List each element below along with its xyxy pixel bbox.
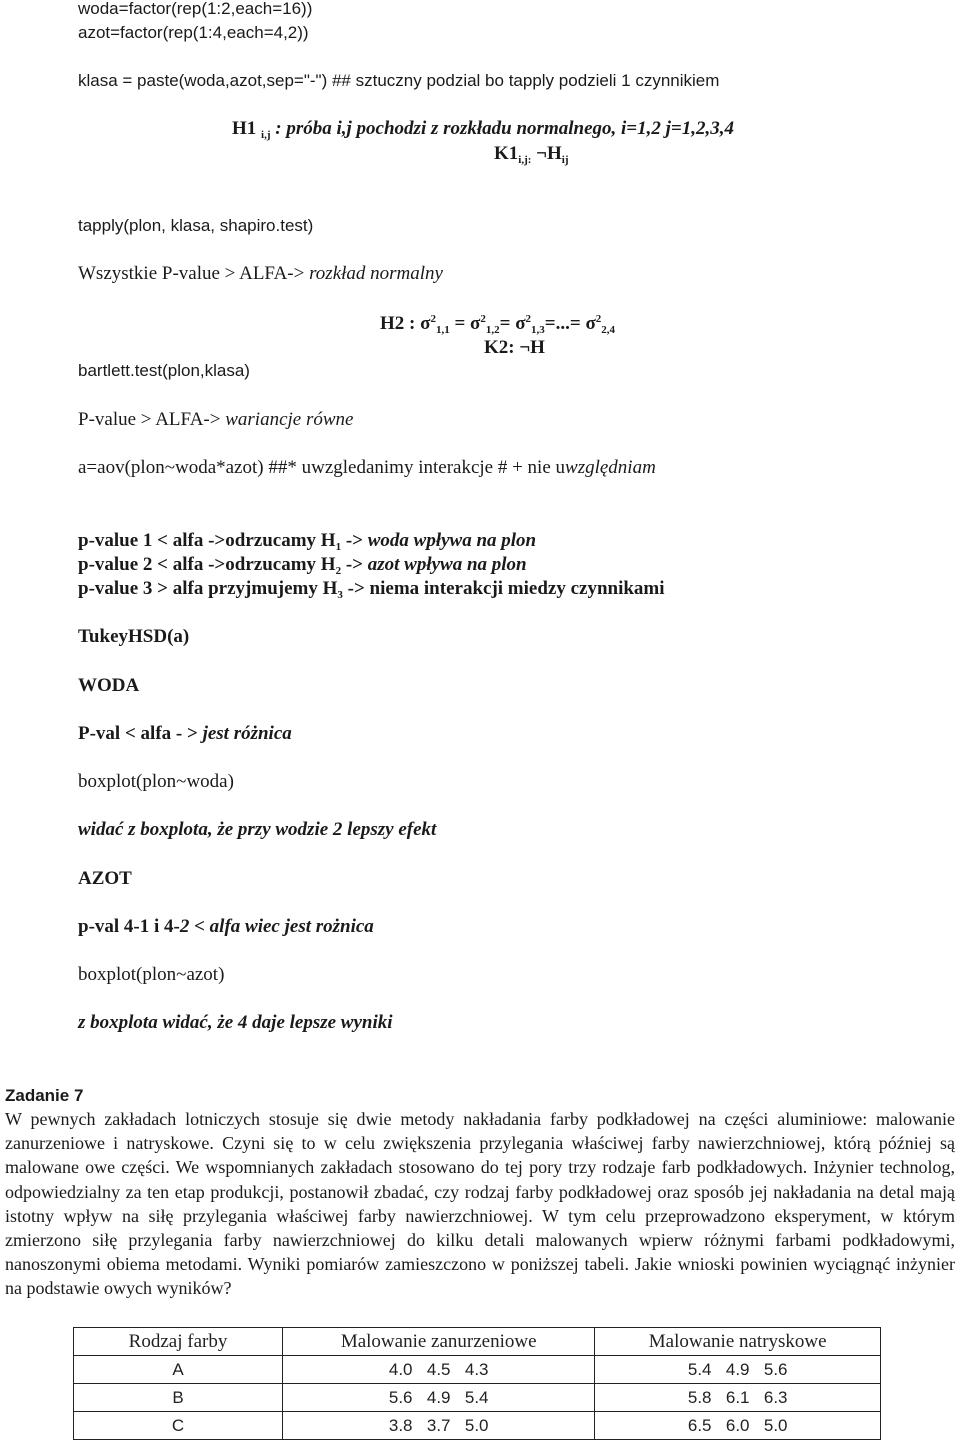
dip-values: 4.0 4.5 4.3 (283, 1356, 595, 1384)
normality-conclusion: Wszystkie P-value > ALFA-> rozkład normalny (78, 263, 443, 284)
row-label: C (74, 1412, 283, 1440)
spray-values: 5.4 4.9 5.6 (595, 1356, 881, 1384)
azot-conclusion: z boxplota widać, że 4 daje lepsze wyniki (78, 1012, 393, 1033)
dip-values: 3.8 3.7 5.0 (283, 1412, 595, 1440)
hypothesis-h1: H1 $_{i,j}$ : próba i,j pochodzi z rozkładu normalnego, i=1,2 j=1,2,3,4 (232, 118, 734, 141)
code-line-klasa: klasa = paste(woda,azot,sep="-") ## sztuczny podzial bo tapply podzieli 1 czynnikiem (78, 71, 720, 90)
row-label: B (74, 1384, 283, 1412)
woda-conclusion: widać z boxplota, że przy wodzie 2 lepszy efekt (78, 819, 437, 840)
hypothesis-h2: H2 : $\sigma^2_{1,1} = \sigma^2_{1,2}= \sigma^2_{1,3}=...= \sigma^2_{2,4}$ (380, 313, 616, 336)
pvalue-line-1: p-value 1 < alfa ->odrzucamy $H_1$ -> woda wpływa na plon (78, 530, 537, 553)
hypothesis-k2: K2: ¬H (484, 337, 545, 358)
code-line-boxplot-azot: boxplot(plon~azot) (78, 964, 225, 985)
code-line-tapply: tapply(plon, klasa, shapiro.test) (78, 216, 314, 235)
table-row (74, 1412, 881, 1440)
task-description (5, 1107, 955, 1301)
pvalue-line-3: p-value 3 > alfa przyjmujemy $H_3$ -> niema interakcji miedzy czynnikami (78, 578, 665, 601)
dip-values: 5.6 4.9 5.4 (283, 1384, 595, 1412)
code-line-boxplot-woda: boxplot(plon~woda) (78, 771, 234, 792)
code-line-azot: azot=factor(rep(1:4,each=4,2)) (78, 23, 309, 42)
task-heading: Zadanie 7 (5, 1086, 84, 1105)
pvalue-line-2: p-value 2 < alfa ->odrzucamy $H_2$ -> azot wpływa na plon (78, 554, 527, 577)
results-table (73, 1327, 881, 1440)
variance-conclusion: P-value > ALFA-> wariancje równe (78, 409, 354, 430)
woda-pvalue-line: P-val < alfa - > jest różnica (78, 723, 292, 744)
spray-values: 5.8 6.1 6.3 (595, 1384, 881, 1412)
azot-pvalue-line: p-val 4-1 i 4-2 < alfa wiec jest rożnica (78, 916, 374, 937)
spray-values: 6.5 6.0 5.0 (595, 1412, 881, 1440)
code-line-aov: a=aov(plon~woda*azot) ##* uwzgledanimy interakcje # + nie uwzględniam (78, 457, 656, 478)
table-row (74, 1356, 881, 1384)
code-line-bartlett: bartlett.test(plon,klasa) (78, 361, 250, 380)
header-dip-painting: Malowanie zanurzeniowe (283, 1328, 595, 1356)
woda-section-title: WODA (78, 675, 140, 696)
code-line-woda: woda=factor(rep(1:2,each=16)) (78, 0, 313, 18)
hypothesis-k1: $K1_{i,j:}$ $\neg H_{ij}$ (494, 143, 569, 166)
table-header-row (74, 1328, 881, 1356)
azot-section-title: AZOT (78, 868, 132, 889)
code-line-tukey: TukeyHSD(a) (78, 626, 190, 647)
row-label: A (74, 1356, 283, 1384)
header-spray-painting: Malowanie natryskowe (595, 1328, 881, 1356)
header-paint-type: Rodzaj farby (74, 1328, 283, 1356)
task-body: W pewnych zakładach lotniczych stosuje się dwie metody nakładania farby podkładowej na części aluminiowe: malowanie zanurzeniowe i natryskowe. Czyni się to w celu zwiększenia przylegania właściwej farby nawierzchniowej, którą później są malowane owe części. We wspomnianych zakładach stosowano do tej pory trzy rodzaje farb podkładowych. Inżynier technolog, odpowiedzialny za ten etap produkcji, postanowił zbadać, czy rodzaj farby podkładowej oraz sposób jej nakładania na detal mają istotny wpływ na siłę przylegania właściwej farby nawierzchniowej. W tym celu przeprowadzono eksperyment, w którym zmierzono siłę przylegania farby nawierzchniowej do kilku detali malowanych wpierw różnymi farbami podkładowymi, nanoszonymi obiema metodami. Wyniki pomiarów zamieszczono w poniższej tabeli. Jakie wnioski powinien wyciągnąć inżynier na podstawie owych wyników? (5, 1109, 955, 1299)
table-row (74, 1384, 881, 1412)
